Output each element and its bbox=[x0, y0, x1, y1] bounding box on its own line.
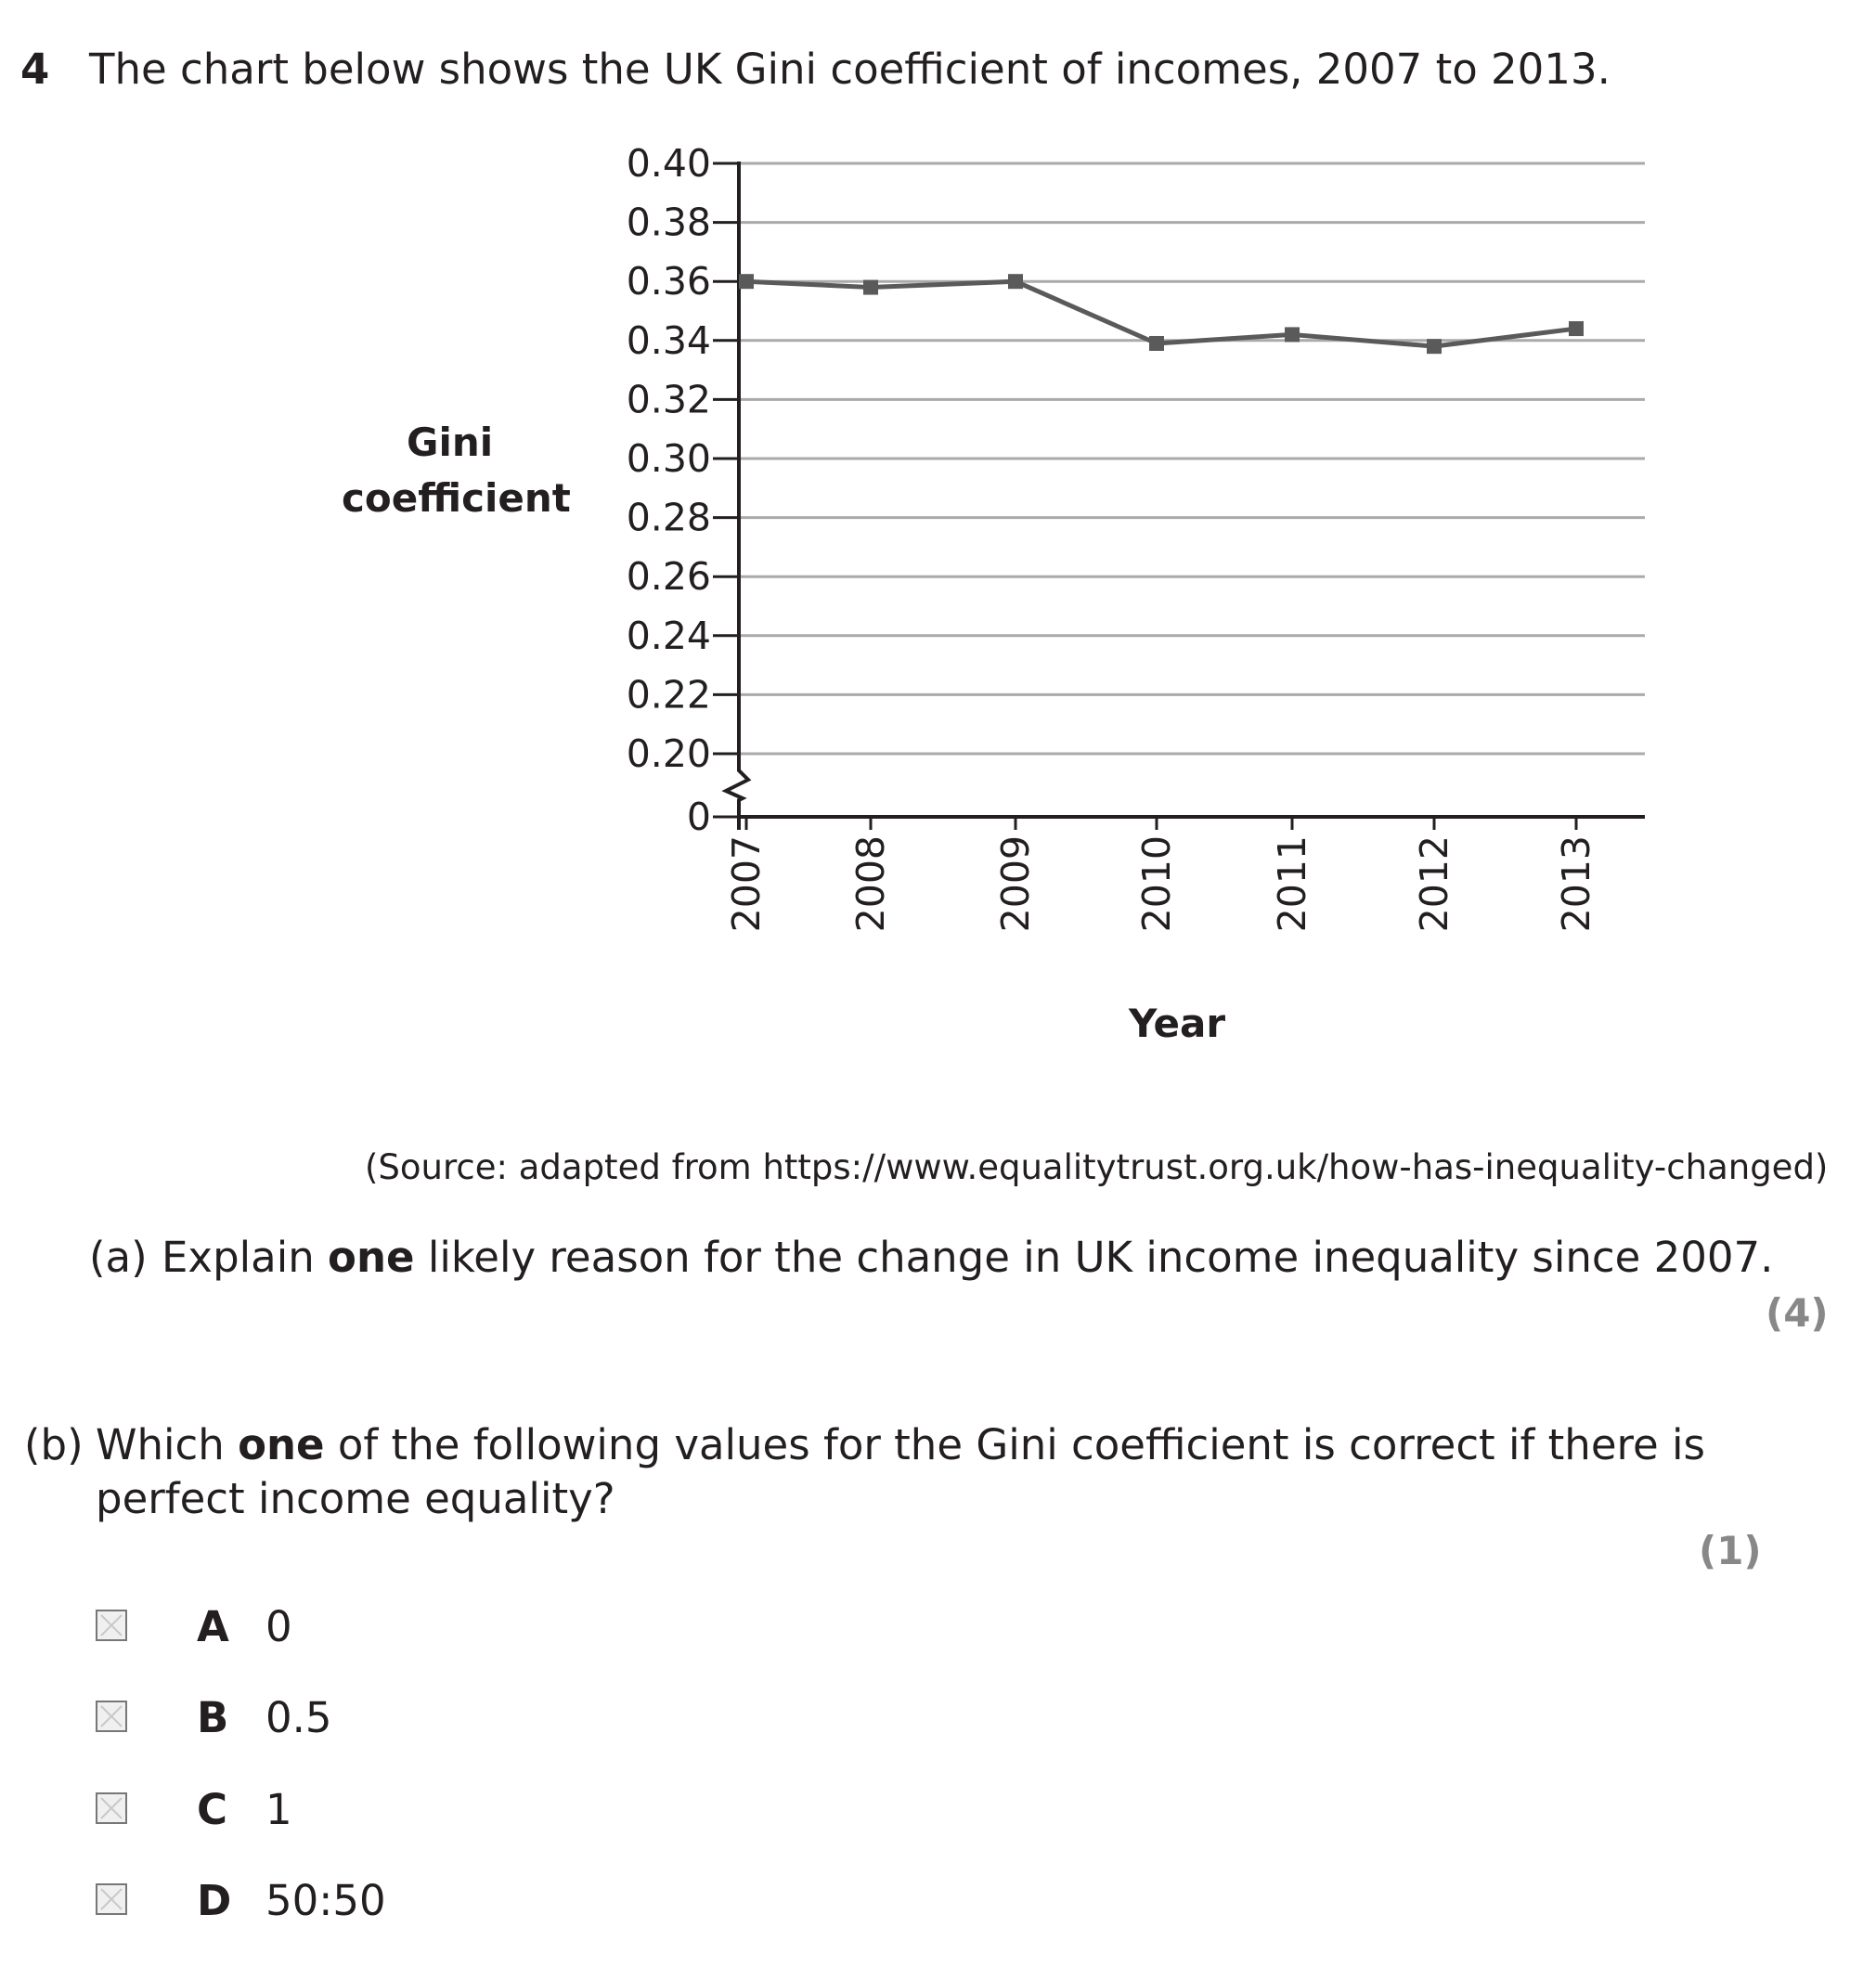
option-c-value: 1 bbox=[265, 1785, 292, 1834]
question-number: 4 bbox=[20, 45, 50, 94]
y-tick-label: 0 bbox=[686, 795, 711, 839]
question-intro: The chart below shows the UK Gini coefficient of incomes, 2007 to 2013. bbox=[89, 45, 1611, 94]
y-tick-label: 0.36 bbox=[626, 259, 711, 304]
data-point bbox=[863, 280, 878, 295]
x-tick-label: 2008 bbox=[848, 835, 893, 933]
part-b-question-line2: perfect income equality? bbox=[96, 1474, 615, 1523]
option-d-value: 50:50 bbox=[265, 1876, 386, 1925]
part-a-question: Explain one likely reason for the change in UK income inequality since 2007. bbox=[162, 1233, 1774, 1282]
x-tick-label: 2007 bbox=[724, 835, 769, 933]
x-tick-label: 2012 bbox=[1412, 835, 1456, 933]
y-axis-label-line1: Gini bbox=[407, 420, 494, 465]
data-point bbox=[1427, 339, 1442, 354]
option-b-letter: B bbox=[197, 1693, 229, 1742]
option-a-letter: A bbox=[197, 1602, 229, 1651]
y-axis-label-line2: coefficient bbox=[342, 475, 571, 521]
option-b-checkbox[interactable] bbox=[96, 1701, 127, 1732]
option-c-checkbox[interactable] bbox=[96, 1792, 127, 1824]
y-axis bbox=[726, 162, 748, 830]
part-a-marks: (4) bbox=[1766, 1290, 1829, 1336]
data-point bbox=[1008, 274, 1023, 289]
y-tick-label: 0.26 bbox=[626, 554, 711, 600]
option-a-value: 0 bbox=[265, 1602, 292, 1651]
part-b-label: (b) bbox=[24, 1420, 84, 1469]
part-b-question-line1: Which one of the following values for the Gini coefficient is correct if there is bbox=[96, 1420, 1705, 1469]
chart-source: (Source: adapted from https://www.equalitytrust.org.uk/how-has-inequality-changed) bbox=[365, 1147, 1829, 1187]
x-tick-label: 2009 bbox=[993, 835, 1038, 933]
part-a-label: (a) bbox=[89, 1233, 148, 1282]
cross-icon bbox=[97, 1794, 125, 1822]
part-b-marks: (1) bbox=[1699, 1528, 1762, 1573]
cross-icon bbox=[97, 1885, 125, 1913]
option-d-letter: D bbox=[197, 1876, 232, 1925]
data-point bbox=[1569, 321, 1584, 336]
x-tick-label: 2011 bbox=[1270, 835, 1314, 933]
cross-icon bbox=[97, 1611, 125, 1639]
y-tick-label: 0.38 bbox=[626, 200, 711, 245]
option-c-letter: C bbox=[197, 1785, 228, 1834]
y-tick-label: 0.32 bbox=[626, 377, 711, 422]
option-d-checkbox[interactable] bbox=[96, 1883, 127, 1915]
cross-icon bbox=[97, 1702, 125, 1730]
x-tick-label: 2010 bbox=[1134, 835, 1179, 933]
y-tick-label: 0.20 bbox=[626, 731, 711, 776]
data-point bbox=[1149, 336, 1164, 351]
option-b-value: 0.5 bbox=[265, 1693, 332, 1742]
y-tick-label: 0.22 bbox=[626, 672, 711, 718]
y-tick-label: 0.34 bbox=[626, 317, 711, 363]
data-point bbox=[1285, 327, 1300, 342]
x-tick-label: 2013 bbox=[1554, 835, 1598, 933]
y-tick-label: 0.24 bbox=[626, 613, 711, 658]
data-point bbox=[739, 274, 754, 289]
y-tick-label: 0.40 bbox=[626, 141, 711, 186]
y-tick-label: 0.28 bbox=[626, 495, 711, 540]
y-tick-label: 0.30 bbox=[626, 436, 711, 481]
x-axis-label: Year bbox=[1129, 1001, 1226, 1046]
option-a-checkbox[interactable] bbox=[96, 1610, 127, 1641]
